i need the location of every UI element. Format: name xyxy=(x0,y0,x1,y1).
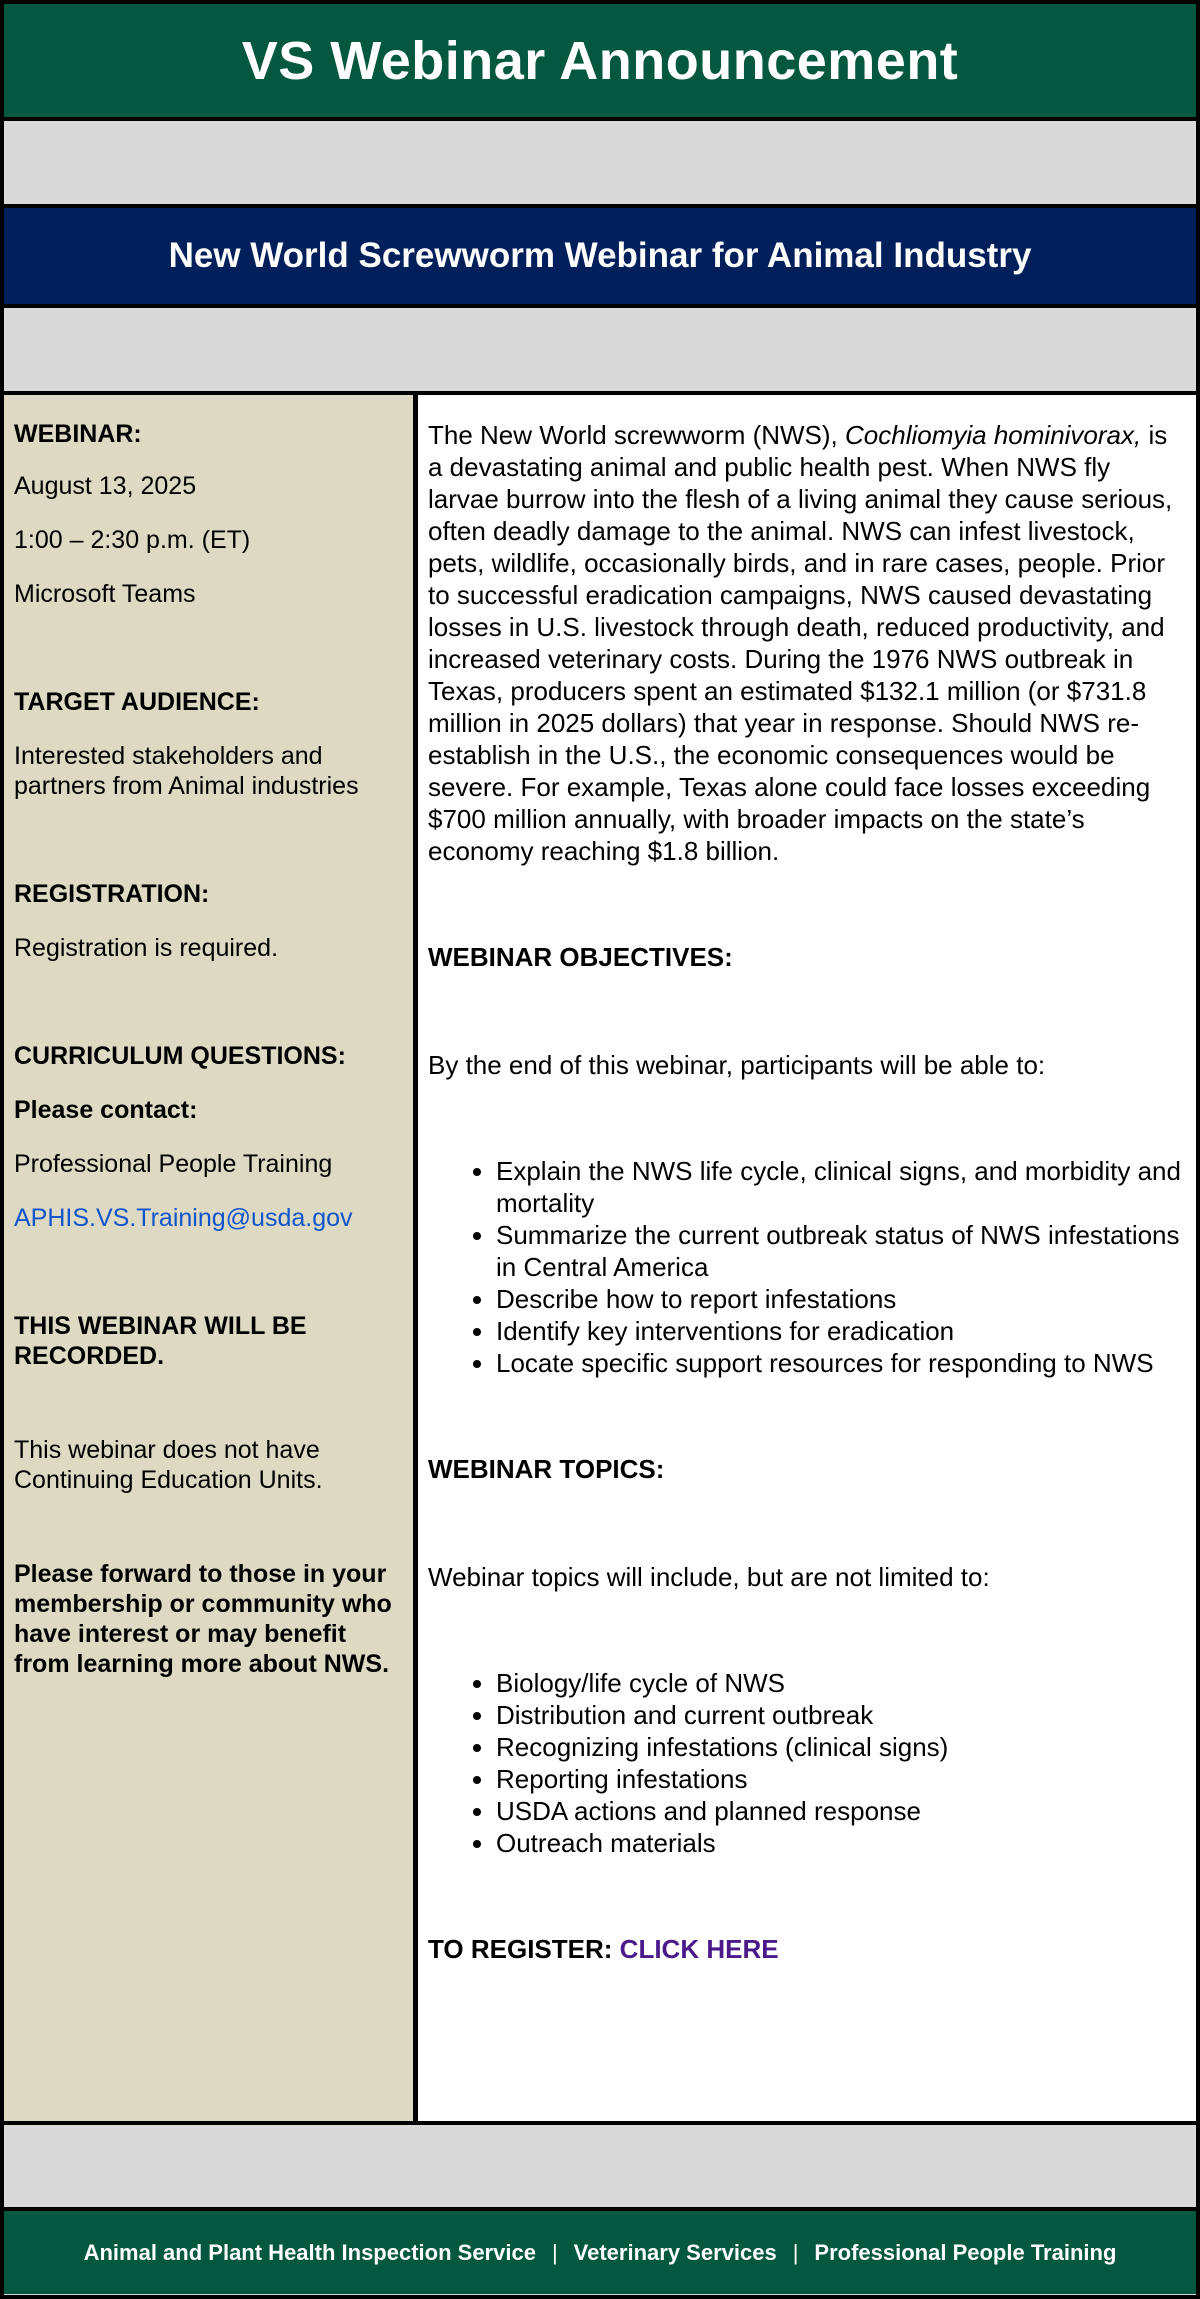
register-link[interactable]: CLICK HERE xyxy=(619,1934,779,1964)
list-item: • Summarize the current outbreak status of NWS infestations in Central America xyxy=(496,1219,1182,1283)
curriculum-heading: CURRICULUM QUESTIONS: xyxy=(14,1042,346,1070)
register-line xyxy=(428,1933,1182,1965)
page-title: VS Webinar Announcement xyxy=(241,30,959,91)
list-item: • Reporting infestations xyxy=(496,1763,1182,1795)
subtitle-band xyxy=(4,208,1196,308)
list-item: • USDA actions and planned response xyxy=(496,1795,1182,1827)
footer-team: Professional People Training xyxy=(814,2239,1117,2265)
topics-heading: WEBINAR TOPICS: xyxy=(428,1454,665,1484)
content-columns xyxy=(4,395,1196,2125)
main-content xyxy=(418,395,1196,2121)
footer-separator: | xyxy=(792,2239,799,2265)
intro-paragraph: The New World screwworm (NWS), Cochliomyia hominivorax, is a devastating animal and public health pest. When NWS fly larvae burrow into the flesh of a living animal they cause serious, often deadly damage to the animal. NWS can infest livestock, pets, wildlife, occasionally birds, and in rare cases, people. Prior to successful eradication campaigns, NWS caused devastating losses in U.S. livestock through death, reduced productivity, and increased veterinary costs. During the 1976 NWS outbreak in Texas, producers spent an estimated $132.1 million (or $731.8 million in 2025 dollars) that year in response. Should NWS re-establish in the U.S., the economic consequences would be severe. For example, Texas alone could face losses exceeding $700 million annually, with broader impacts on the state’s economy reaching $1.8 billion. xyxy=(428,420,1173,866)
spacer-top xyxy=(4,121,1196,208)
list-item: • Biology/life cycle of NWS xyxy=(496,1667,1182,1699)
spacer-middle xyxy=(4,308,1196,395)
webinar-heading: WEBINAR: xyxy=(14,420,142,448)
objectives-heading: WEBINAR OBJECTIVES: xyxy=(428,942,733,972)
recorded-notice: THIS WEBINAR WILL BE RECORDED. xyxy=(14,1312,307,1370)
contact-label: Please contact: xyxy=(14,1096,198,1124)
list-item: • Identify key interventions for eradication xyxy=(496,1315,1182,1347)
list-item: • Distribution and current outbreak xyxy=(496,1699,1182,1731)
sidebar xyxy=(4,395,418,2121)
contact-email-link[interactable]: APHIS.VS.Training@usda.gov xyxy=(14,1204,353,1232)
webinar-title: New World Screwworm Webinar for Animal Industry xyxy=(168,236,1032,275)
webinar-platform: Microsoft Teams xyxy=(14,580,196,608)
footer-program: Veterinary Services xyxy=(573,2239,777,2265)
audience-text: Interested stakeholders and partners from Animal industries xyxy=(14,742,359,800)
list-item: • Describe how to report infestations xyxy=(496,1283,1182,1315)
list-item: • Locate specific support resources for responding to NWS xyxy=(496,1347,1182,1379)
footer-separator: | xyxy=(551,2239,558,2265)
contact-org: Professional People Training xyxy=(14,1150,333,1178)
audience-heading: TARGET AUDIENCE: xyxy=(14,688,260,716)
webinar-date: August 13, 2025 xyxy=(14,472,197,500)
registration-text: Registration is required. xyxy=(14,934,279,962)
objectives-intro: By the end of this webinar, participants will be able to: xyxy=(428,1050,1046,1080)
header-band xyxy=(4,4,1196,121)
species-name: Cochliomyia hominivorax, xyxy=(845,420,1142,450)
list-item: • Explain the NWS life cycle, clinical signs, and morbidity and mortality xyxy=(496,1155,1182,1219)
list-item: • Outreach materials xyxy=(496,1827,1182,1859)
registration-heading: REGISTRATION: xyxy=(14,880,210,908)
topics-intro: Webinar topics will include, but are not limited to: xyxy=(428,1562,990,1592)
footer-agency: Animal and Plant Health Inspection Service xyxy=(83,2239,536,2265)
topics-list xyxy=(428,1667,1182,1859)
list-item: • Recognizing infestations (clinical signs) xyxy=(496,1731,1182,1763)
ceu-text: This webinar does not have Continuing Education Units. xyxy=(14,1436,323,1494)
webinar-time: 1:00 – 2:30 p.m. (ET) xyxy=(14,526,251,554)
spacer-bottom xyxy=(4,2125,1196,2211)
footer xyxy=(4,2211,1196,2294)
objectives-list xyxy=(428,1155,1182,1379)
register-label: TO REGISTER: xyxy=(428,1934,613,1964)
forward-notice: Please forward to those in your membership or community who have interest or may benefit from learning more about NWS. xyxy=(14,1560,392,1678)
